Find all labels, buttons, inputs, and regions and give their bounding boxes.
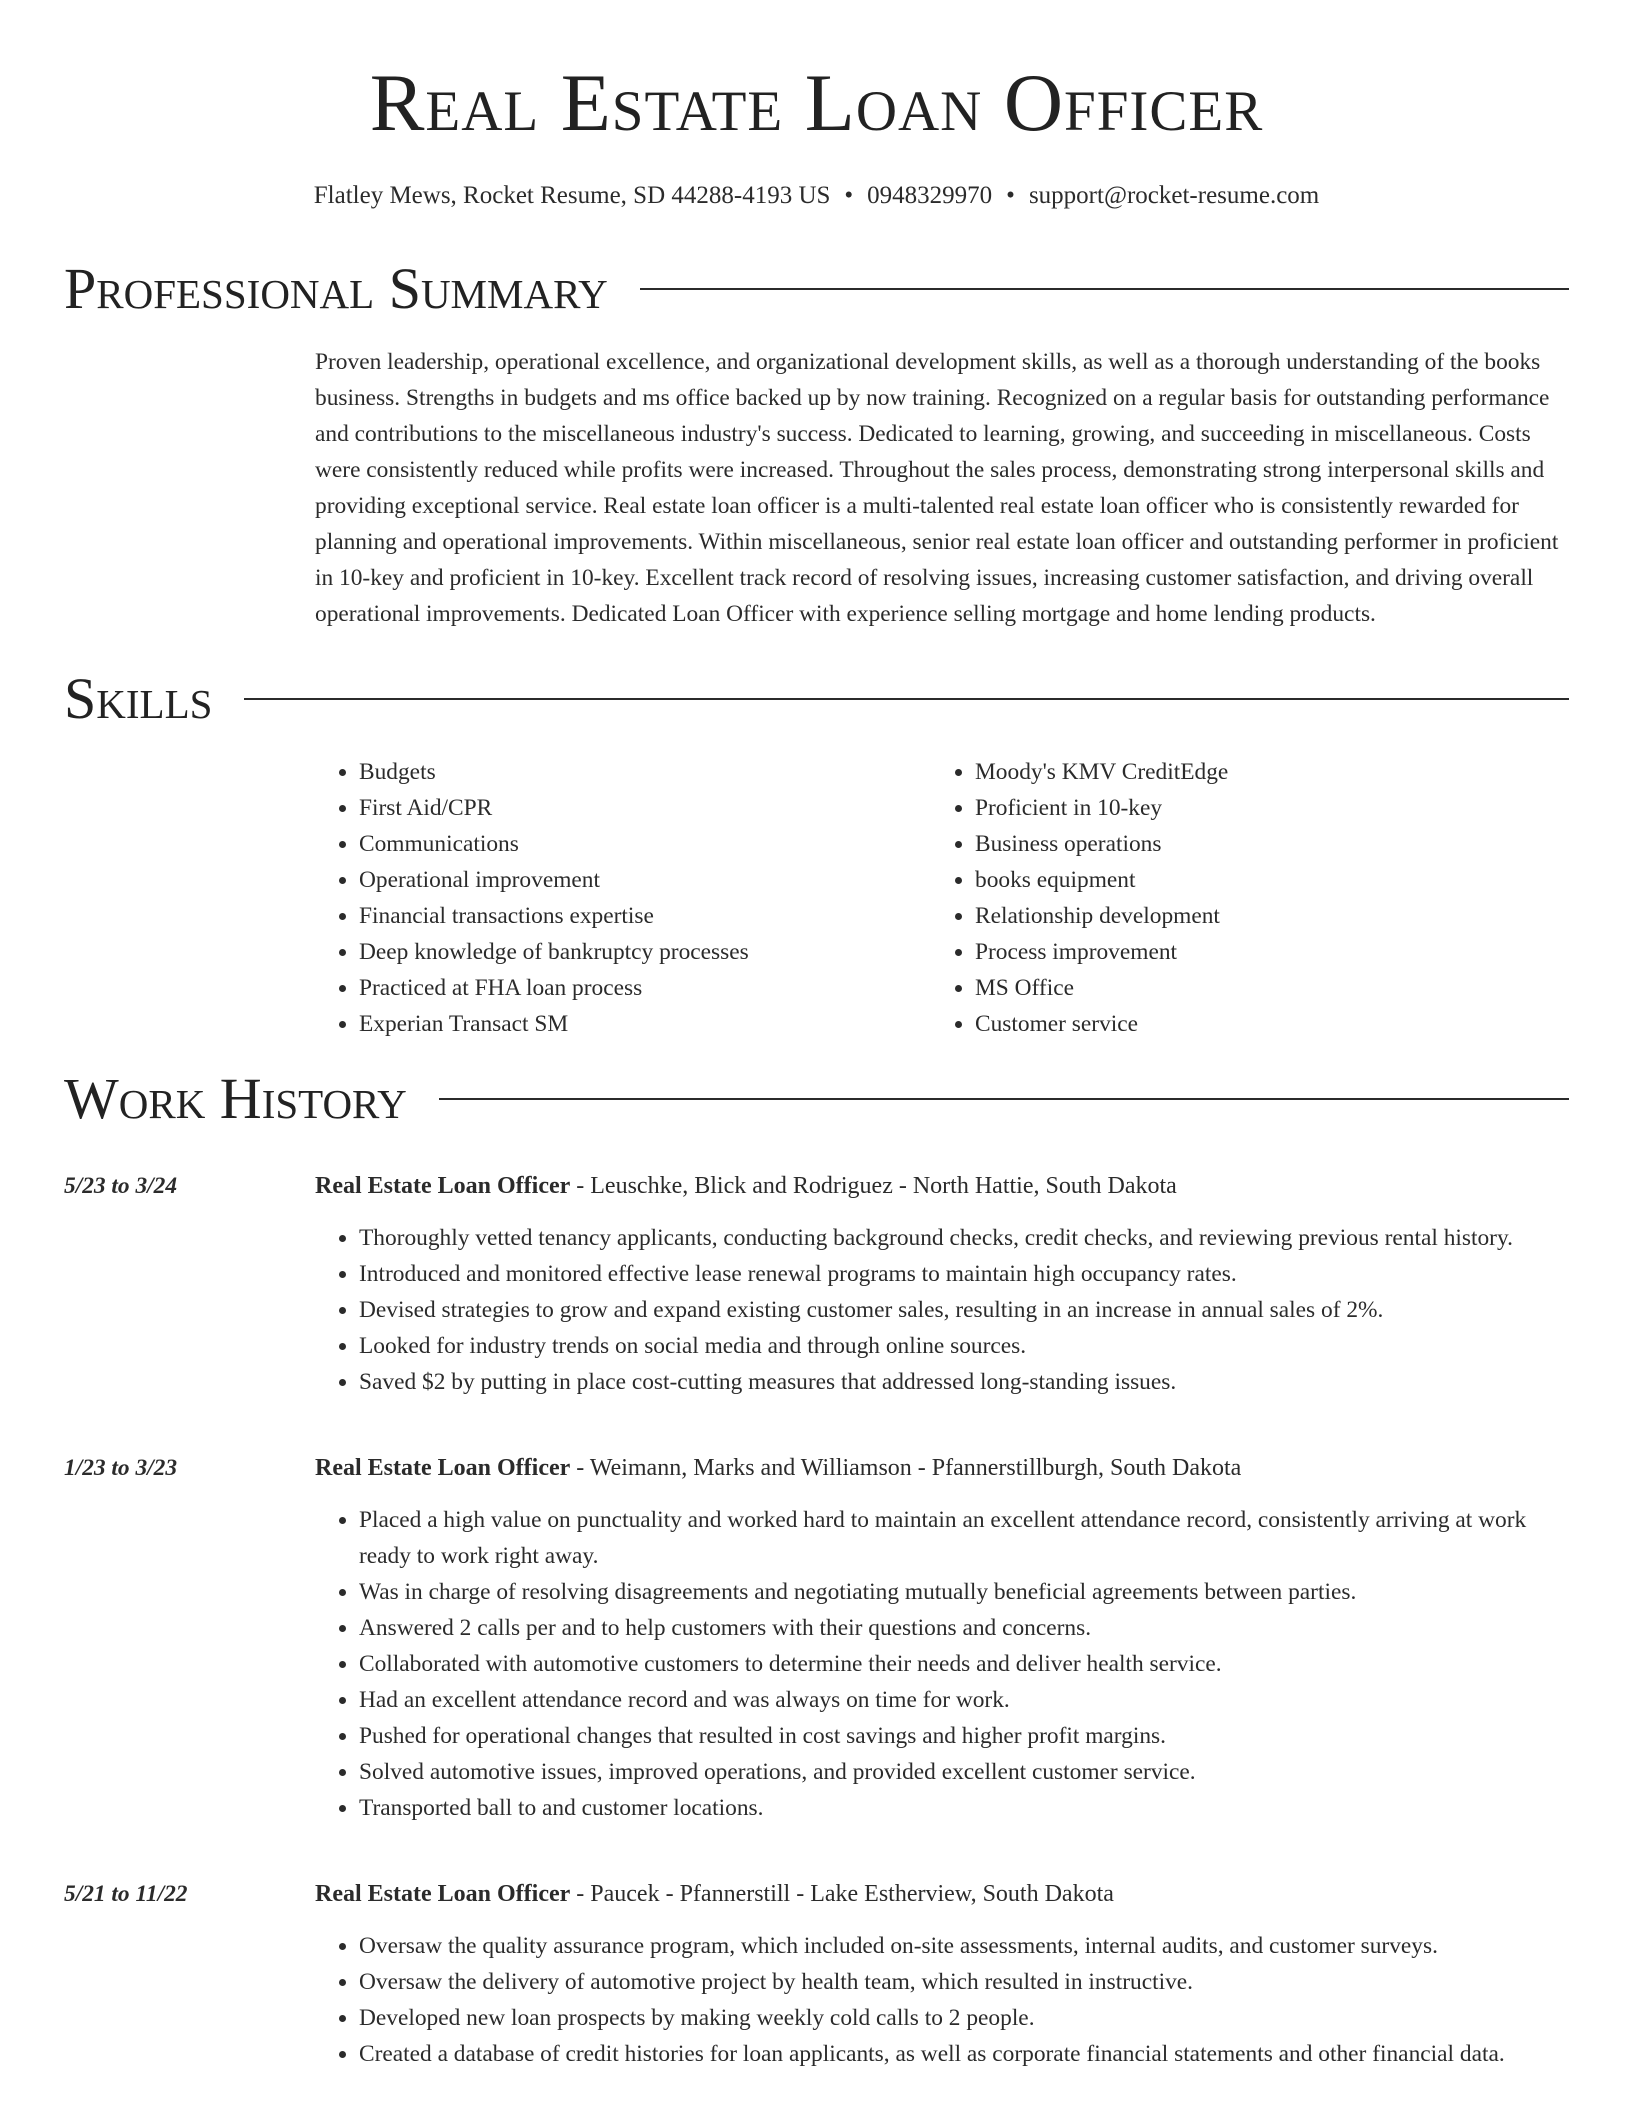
skills-section-header [64, 666, 1569, 731]
job-dates: 5/23 to 3/24 [64, 1173, 178, 1199]
skill-item: • MS Office [975, 970, 1547, 1006]
job-bullets [315, 1220, 1569, 1400]
job-bullet: • Pushed for operational changes that resulted in cost savings and higher profit margins. [359, 1718, 1569, 1754]
skill-item: • Relationship development [975, 898, 1547, 934]
job-bullet: • Oversaw the delivery of automotive project by health team, which resulted in instructive. [359, 1964, 1569, 2000]
job-bullet: • Was in charge of resolving disagreements and negotiating mutually beneficial agreements between parties. [359, 1574, 1569, 1610]
job-title-line [315, 1876, 1569, 1912]
contact-separator: • [1006, 182, 1015, 209]
section-divider [640, 288, 1569, 290]
job-bullet: • Thoroughly vetted tenancy applicants, conducting background checks, credit checks, and reviewing previous rental history. [359, 1220, 1569, 1256]
job-bullet: • Saved $2 by putting in place cost-cutting measures that addressed long-standing issues. [359, 1364, 1569, 1400]
job-bullet: • Had an excellent attendance record and was always on time for work. [359, 1682, 1569, 1718]
work-history-list [64, 1168, 1569, 2072]
job-bullet: • Developed new loan prospects by making weekly cold calls to 2 people. [359, 2000, 1569, 2036]
work-heading: Work History [64, 1066, 407, 1131]
summary-heading: Professional Summary [64, 256, 608, 321]
contact-line [64, 182, 1569, 210]
skill-item: • Operational improvement [359, 862, 931, 898]
job-title: Real Estate Loan Officer [315, 1173, 571, 1199]
job-body [315, 1876, 1569, 2072]
summary-section-header [64, 256, 1569, 321]
section-divider [439, 1098, 1569, 1100]
skills-list-right [931, 754, 1547, 1042]
job-title-line [315, 1168, 1569, 1204]
skill-item: • Deep knowledge of bankruptcy processes [359, 934, 931, 970]
contact-email: support@rocket-resume.com [1028, 182, 1320, 209]
skills-grid [315, 754, 1569, 1042]
job-bullets [315, 1928, 1569, 2072]
job-bullet: • Answered 2 calls per and to help customers with their questions and concerns. [359, 1610, 1569, 1646]
skill-item: • Moody's KMV CreditEdge [975, 754, 1547, 790]
skill-item: • First Aid/CPR [359, 790, 931, 826]
skill-item: • Practiced at FHA loan process [359, 970, 931, 1006]
contact-phone: 0948329970 [867, 182, 993, 209]
job-bullet: • Solved automotive issues, improved operations, and provided excellent customer service. [359, 1754, 1569, 1790]
job-bullet: • Created a database of credit histories for loan applicants, as well as corporate financial statements and other financial data. [359, 2036, 1569, 2072]
job-entry [64, 1168, 1569, 1400]
skill-item: • Experian Transact SM [359, 1006, 931, 1042]
summary-text: Proven leadership, operational excellence, and organizational development skills, as well as a thorough understanding of the books business. Strengths in budgets and ms office backed up by now training. Recognized on a regular basis for outstanding performance and contributions to the miscellaneous industry's success. Dedicated to learning, growing, and succeeding in miscellaneous. Costs were consistently reduced while profits were increased. Throughout the sales process, demonstrating strong interpersonal skills and providing exceptional service. Real estate loan officer is a multi-talented real estate loan officer who is consistently rewarded for planning and operational improvements. Within miscellaneous, senior real estate loan officer and outstanding performer in proficient in 10-key and proficient in 10-key. Excellent track record of resolving issues, increasing customer satisfaction, and driving overall operational improvements. Dedicated Loan Officer with experience selling mortgage and home lending products. [315, 349, 1559, 627]
job-bullet: • Placed a high value on punctuality and worked hard to maintain an excellent attendance record, consistently arriving at work ready to work right away. [359, 1502, 1569, 1574]
skill-item: • Customer service [975, 1006, 1547, 1042]
job-bullets [315, 1502, 1569, 1826]
job-employer: - Weimann, Marks and Williamson - Pfannerstillburgh, South Dakota [570, 1455, 1242, 1481]
job-entry [64, 1876, 1569, 2072]
contact-separator: • [844, 182, 854, 209]
job-entry [64, 1450, 1569, 1826]
section-divider [244, 698, 1569, 700]
skill-item: • Business operations [975, 826, 1547, 862]
job-dates: 1/23 to 3/23 [64, 1455, 178, 1481]
skill-item: • Process improvement [975, 934, 1547, 970]
job-dates: 5/21 to 11/22 [64, 1881, 188, 1907]
job-title: Real Estate Loan Officer [315, 1881, 571, 1907]
job-title-line [315, 1450, 1569, 1486]
skills-heading: Skills [64, 666, 213, 731]
job-bullet: • Transported ball to and customer locations. [359, 1790, 1569, 1826]
skill-item: • books equipment [975, 862, 1547, 898]
contact-address: Flatley Mews, Rocket Resume, SD 44288-4193 US [313, 182, 831, 209]
job-bullet: • Looked for industry trends on social media and through online sources. [359, 1328, 1569, 1364]
skill-item: • Budgets [359, 754, 931, 790]
job-bullet: • Devised strategies to grow and expand existing customer sales, resulting in an increase in annual sales of 2%. [359, 1292, 1569, 1328]
skill-item: • Financial transactions expertise [359, 898, 931, 934]
job-employer: - Leuschke, Blick and Rodriguez - North Hattie, South Dakota [570, 1173, 1177, 1199]
skills-list-left [315, 754, 931, 1042]
job-bullet: • Introduced and monitored effective lease renewal programs to maintain high occupancy rates. [359, 1256, 1569, 1292]
work-section-header [64, 1066, 1569, 1131]
job-employer: - Paucek - Pfannerstill - Lake Estherview, South Dakota [570, 1881, 1114, 1907]
job-body [315, 1168, 1569, 1400]
skill-item: • Communications [359, 826, 931, 862]
job-body [315, 1450, 1569, 1826]
job-title: Real Estate Loan Officer [315, 1455, 571, 1481]
job-bullet: • Oversaw the quality assurance program, which included on-site assessments, internal audits, and customer surveys. [359, 1928, 1569, 1964]
skill-item: • Proficient in 10-key [975, 790, 1547, 826]
resume-name: Real Estate Loan Officer [369, 57, 1264, 148]
job-bullet: • Collaborated with automotive customers to determine their needs and deliver health service. [359, 1646, 1569, 1682]
